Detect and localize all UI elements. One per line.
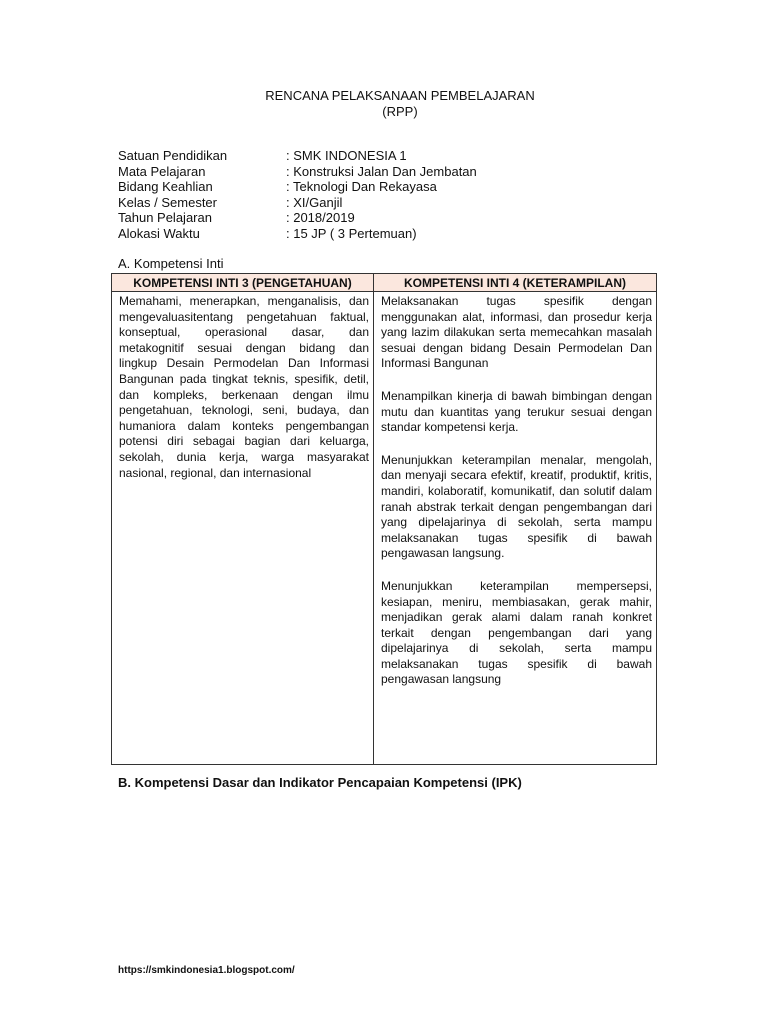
info-row-satuan — [118, 148, 477, 164]
ki4-header: KOMPETENSI INTI 4 (KETERAMPILAN) — [374, 274, 657, 292]
info-row-bidang — [118, 179, 477, 195]
document-subtitle: (RPP) — [382, 104, 418, 119]
ki4-paragraph-1: Melaksanakan tugas spesifik dengan menggunakan alat, informasi, dan prosedur kerja yang lazim dilakukan serta memecahkan masalah sesuai dengan bidang Desain Permodelan Dan Informasi Bangunan — [381, 294, 652, 371]
info-value: : 15 JP ( 3 Pertemuan) — [286, 225, 417, 241]
info-label: Kelas / Semester — [118, 194, 217, 210]
footer-url[interactable]: https://smkindonesia1.blogspot.com/ — [118, 965, 295, 976]
info-label: Mata Pelajaran — [118, 163, 206, 179]
table-row — [112, 292, 657, 765]
info-row-alokasi — [118, 226, 477, 242]
info-row-kelas — [118, 195, 477, 211]
info-label: Bidang Keahlian — [118, 179, 213, 194]
ki4-paragraph-3: Menunjukkan keterampilan menalar, mengolah, dan menyaji secara efektif, kreatif, produktif, kritis, mandiri, kolaboratif, komunikatif, dan solutif dalam ranah abstrak terkait dengan pengembangan dari yang dipelajarinya di sekolah, serta mampu melaksanakan tugas spesifik di bawah pengawasan langsung. — [381, 452, 652, 561]
ki4-paragraph-4: Menunjukkan keterampilan mempersepsi, kesiapan, meniru, membiasakan, gerak mahir, menjadikan gerak alami dalam ranah konkret terkait dengan pengembangan dari yang dipelajarinya di sekolah, serta mampu melaksanakan tugas spesifik di bawah pengawasan langsung — [381, 578, 652, 687]
info-value: : Teknologi Dan Rekayasa — [286, 179, 437, 194]
section-b-heading: B. Kompetensi Dasar dan Indikator Pencapaian Kompetensi (IPK) — [118, 775, 522, 790]
ki4-cell — [374, 292, 657, 765]
info-value: : SMK INDONESIA 1 — [286, 148, 407, 163]
info-label: Alokasi Waktu — [118, 225, 200, 241]
identity-block — [118, 148, 477, 241]
info-label: Tahun Pelajaran — [118, 210, 212, 225]
ki4-paragraph-2: Menampilkan kinerja di bawah bimbingan dengan mutu dan kuantitas yang terukur sesuai dengan standar kompetensi kerja. — [381, 388, 652, 435]
ki3-header: KOMPETENSI INTI 3 (PENGETAHUAN) — [112, 274, 374, 292]
info-value: : XI/Ganjil — [286, 194, 343, 210]
ki3-cell — [112, 292, 374, 765]
section-a-heading: A. Kompetensi Inti — [118, 256, 224, 271]
info-label: Satuan Pendidikan — [118, 148, 228, 163]
info-row-tahun — [118, 210, 477, 226]
ki3-text: Memahami, menerapkan, menganalisis, dan mengevaluasitentang pengetahuan faktual, konseptual, operasional dasar, dan metakognitif sesuai dengan bidang dan lingkup Desain Permodelan Dan Informasi Bangunan pada tingkat teknis, spesifik, detil, dan kompleks, berkenaan dengan ilmu pengetahuan, teknologi, seni, budaya, dan humaniora dalam konteks pengembangan potensi diri sebagai bagian dari keluarga, sekolah, dunia kerja, warga masyarakat nasional, regional, dan internasional — [119, 294, 369, 480]
kompetensi-inti-table — [111, 273, 657, 765]
table-header-row — [112, 274, 657, 292]
info-row-mapel — [118, 164, 477, 180]
info-value: : Konstruksi Jalan Dan Jembatan — [286, 163, 477, 179]
document-title: RENCANA PELAKSANAAN PEMBELAJARAN — [265, 88, 535, 103]
info-value: : 2018/2019 — [286, 210, 355, 225]
